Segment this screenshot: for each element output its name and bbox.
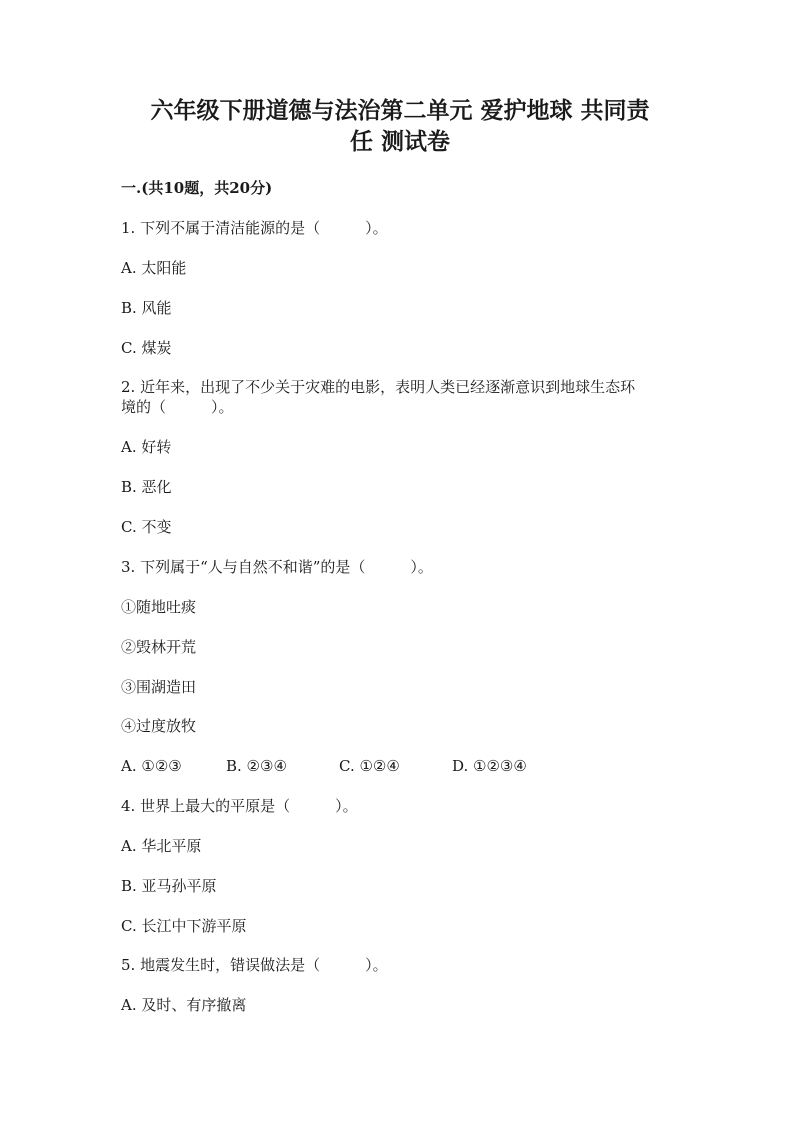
title-line-2: 任 测试卷 xyxy=(349,129,450,155)
question-2-stem-line-1: 2. 近年来，出现了不少关于灾难的电影，表明人类已经逐渐意识到地球生态环 xyxy=(121,378,636,396)
title-line-1: 六年级下册道德与法治第二单元 爱护地球 共同责 xyxy=(150,98,650,124)
question-2-stem-line-2: 境的（ ）。 xyxy=(121,398,234,416)
page-title xyxy=(100,96,700,158)
question-3-options-row xyxy=(121,756,527,776)
question-5-option-a: A. 及时、有序撤离 xyxy=(121,996,247,1014)
question-4-stem: 4. 世界上最大的平原是（ ）。 xyxy=(121,797,358,815)
question-2-option-b: B. 恶化 xyxy=(121,478,172,496)
question-3-item-1: ①随地吐痰 xyxy=(121,598,197,616)
question-5-stem: 5. 地震发生时，错误做法是（ ）。 xyxy=(121,956,388,974)
question-3-option-a: A. ①②③ xyxy=(121,757,182,775)
question-3-option-b: B. ②③④ xyxy=(226,757,287,775)
question-3-item-4: ④过度放牧 xyxy=(121,717,197,735)
question-4-option-c: C. 长江中下游平原 xyxy=(121,917,247,935)
section-header: 一.(共10题，共20分) xyxy=(121,179,273,197)
question-2-option-a: A. 好转 xyxy=(121,438,172,456)
question-1-stem: 1. 下列不属于清洁能源的是（ ）。 xyxy=(121,219,388,237)
question-1-option-c: C. 煤炭 xyxy=(121,339,172,357)
question-2-option-c: C. 不变 xyxy=(121,518,172,536)
question-3-stem: 3. 下列属于“人与自然不和谐”的是（ ）。 xyxy=(121,558,433,576)
question-3-item-3: ③围湖造田 xyxy=(121,678,197,696)
question-4-option-a: A. 华北平原 xyxy=(121,837,202,855)
question-1-option-b: B. 风能 xyxy=(121,299,172,317)
question-1-option-a: A. 太阳能 xyxy=(121,259,187,277)
question-4-option-b: B. 亚马孙平原 xyxy=(121,877,217,895)
question-3-option-d: D. ①②③④ xyxy=(452,757,527,775)
question-3-option-c: C. ①②④ xyxy=(339,757,400,775)
question-3-item-2: ②毁林开荒 xyxy=(121,638,197,656)
